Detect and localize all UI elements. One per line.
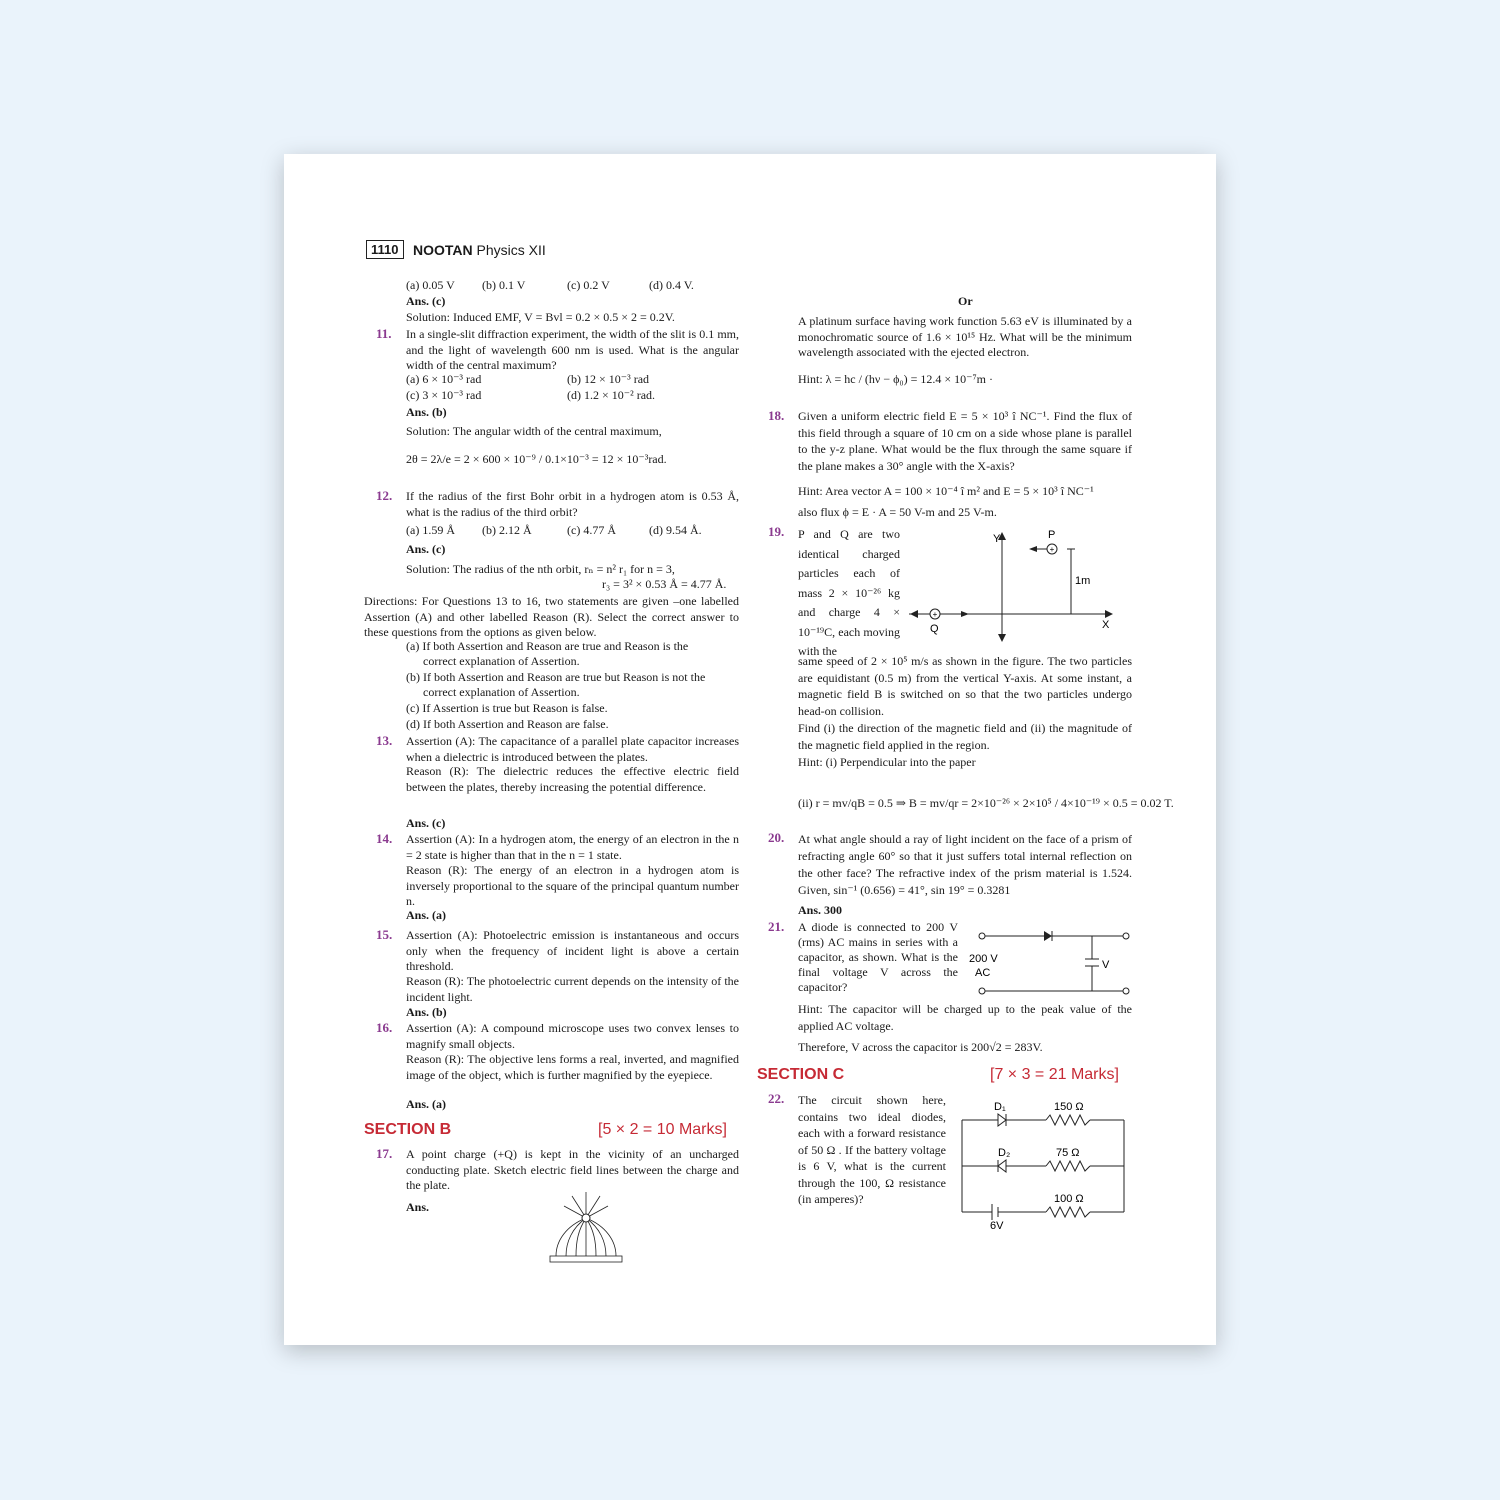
q21-diode-circuit bbox=[964, 926, 1134, 998]
q22-text: The circuit shown here, contains two ideal diodes, each with a forward resistance of 50 Ω . If the battery voltage is 6 V, what is the current through the 100, Ω resistance (in amperes)? bbox=[798, 1093, 946, 1206]
q10-option-d: (d) 0.4 V. bbox=[649, 278, 694, 292]
field-lines-figure bbox=[546, 1186, 626, 1266]
or-hint: Hint: λ = hc / (hν − ϕ₀) = 12.4 × 10⁻⁷m · bbox=[798, 372, 993, 386]
q19-number: 19. bbox=[768, 524, 785, 539]
textbook-page bbox=[284, 154, 1216, 1345]
section-b-marks: [5 × 2 = 10 Marks] bbox=[598, 1121, 727, 1138]
q10-option-a: (a) 0.05 V bbox=[406, 278, 455, 292]
directions-text: Directions: For Questions 13 to 16, two statements are given –one labelled Assertion (A) and other labelled Reason (R). Select the correct answer to these questions from the options as given below. bbox=[364, 594, 739, 639]
particle-p-label: P bbox=[1048, 529, 1056, 541]
diode-d1-label: D₁ bbox=[994, 1101, 1006, 1113]
source-voltage-label: 200 V bbox=[969, 953, 998, 965]
q10-option-b: (b) 0.1 V bbox=[482, 278, 526, 292]
q16-number: 16. bbox=[376, 1020, 393, 1035]
q11-option-c: (c) 3 × 10⁻³ rad bbox=[406, 388, 482, 402]
q12-option-b: (b) 2.12 Å bbox=[482, 523, 532, 537]
q11-text: In a single-slit diffraction experiment, the width of the slit is 0.1 mm, and the light of wavelength 600 nm is used. What is the angular width of the central maximum? bbox=[406, 327, 739, 372]
q21-hint-line2: Therefore, V across the capacitor is 200√2 = 283V. bbox=[798, 1040, 1043, 1054]
q15-assertion: Assertion (A): Photoelectric emission is instantaneous and occurs only when the frequency of incident light is above a certain threshold. bbox=[406, 928, 739, 973]
or-question-text: A platinum surface having work function 5.63 eV is illuminated by a monochromatic source of 1.6 × 10¹⁵ Hz. What will be the minimum wavelength associated with the ejected electron. bbox=[798, 314, 1132, 359]
resistor-75-label: 75 Ω bbox=[1056, 1147, 1080, 1159]
q13-reason: Reason (R): The dielectric reduces the effective electric field between the plates, thereby increasing the potential difference. bbox=[406, 764, 739, 794]
q22-number: 22. bbox=[768, 1091, 785, 1106]
capacitor-voltage-label: V bbox=[1102, 959, 1110, 971]
q17-number: 17. bbox=[376, 1146, 393, 1161]
q17-text: A point charge (+Q) is kept in the vicinity of an uncharged conducting plate. Sketch electric field lines between the charge and the plate. bbox=[406, 1147, 739, 1192]
q14-assertion: Assertion (A): In a hydrogen atom, the energy of an electron in the n = 2 state is higher than that in the n = 1 state. bbox=[406, 832, 739, 862]
q18-hint: Hint: Area vector A = 100 × 10⁻⁴ î m² and E = 5 × 10³ î NC⁻¹ bbox=[798, 484, 1094, 498]
q14-reason: Reason (R): The energy of an electron in a hydrogen atom is inversely proportional to the square of the principal quantum number n. bbox=[406, 863, 739, 908]
q19-text-part1: P and Q are two identical charged particles each of mass 2 × 10⁻²⁶ kg and charge 4 × 10⁻¹⁹C, each moving with the bbox=[798, 527, 900, 658]
q12-solution-line2: r₃ = 3² × 0.53 Å = 4.77 Å. bbox=[602, 577, 727, 591]
q11-option-b: (b) 12 × 10⁻³ rad bbox=[567, 372, 650, 386]
or-label: Or bbox=[958, 294, 973, 308]
q12-option-a: (a) 1.59 Å bbox=[406, 523, 455, 537]
resistor-100-label: 100 Ω bbox=[1054, 1193, 1084, 1205]
diode-d2-label: D₂ bbox=[998, 1147, 1011, 1159]
q11-equation: 2θ = 2λ/e = 2 × 600 × 10⁻⁹ / 0.1×10⁻³ = 12 × 10⁻³rad. bbox=[406, 452, 667, 466]
q16-reason: Reason (R): The objective lens forms a real, inverted, and magnified image of the object, which is further magnified by the eyepiece. bbox=[406, 1052, 739, 1082]
q13-assertion: Assertion (A): The capacitance of a parallel plate capacitor increases when a dielectric is introduced between the plates. bbox=[406, 734, 739, 764]
option-d: (d) If both Assertion and Reason are false. bbox=[406, 717, 609, 731]
brand-name: NOOTAN bbox=[413, 242, 473, 258]
option-b-line1: (b) If both Assertion and Reason are true but Reason is not the bbox=[406, 670, 706, 684]
q16-answer: Ans. (a) bbox=[406, 1097, 447, 1111]
q17-answer: Ans. bbox=[406, 1200, 430, 1214]
q15-number: 15. bbox=[376, 927, 393, 942]
q18-text: Given a uniform electric field E = 5 × 10³ î NC⁻¹. Find the flux of this field through a square of 10 cm on a side whose plane is parallel to the y-z plane. What would be the flux through the same square if the plane makes a 30° angle with the X-axis? bbox=[798, 409, 1132, 473]
q12-option-c: (c) 4.77 Å bbox=[567, 523, 616, 537]
page-number: 1110 bbox=[366, 240, 404, 259]
q10-option-c: (c) 0.2 V bbox=[567, 278, 610, 292]
q19-text-part2: same speed of 2 × 10⁵ m/s as shown in the figure. The two particles are equidistant (0.5 m) from the vertical Y-axis. At some instant, a magnetic field B is switched on so that the two particles undergo head-on collision. bbox=[798, 654, 1132, 718]
q15-reason: Reason (R): The photoelectric current depends on the intensity of the incident light. bbox=[406, 974, 739, 1004]
option-a-line2: correct explanation of Assertion. bbox=[423, 654, 580, 668]
q20-text: At what angle should a ray of light incident on the face of a prism of refracting angle 60° so that it just suffers total internal reflection on the other face? The refractive index of the prism material is 1.524. Given, sin⁻¹ (0.656) = 41°, sin 19° = 0.3281 bbox=[798, 832, 1132, 897]
source-ac-label: AC bbox=[975, 967, 991, 979]
resistor-150-label: 150 Ω bbox=[1054, 1101, 1084, 1113]
q12-answer: Ans. (c) bbox=[406, 542, 446, 556]
q12-option-d: (d) 9.54 Å. bbox=[649, 523, 702, 537]
q11-answer: Ans. (b) bbox=[406, 405, 447, 419]
option-c: (c) If Assertion is true but Reason is false. bbox=[406, 701, 608, 715]
q12-number: 12. bbox=[376, 488, 393, 503]
subject-name: Physics XII bbox=[476, 242, 546, 258]
q11-option-a: (a) 6 × 10⁻³ rad bbox=[406, 372, 482, 386]
q15-answer: Ans. (b) bbox=[406, 1005, 447, 1019]
q11-option-d: (d) 1.2 × 10⁻² rad. bbox=[567, 388, 656, 402]
svg-text:+: + bbox=[1049, 545, 1055, 554]
q13-answer: Ans. (c) bbox=[406, 816, 446, 830]
section-c-marks: [7 × 3 = 21 Marks] bbox=[990, 1066, 1119, 1083]
q11-solution: Solution: The angular width of the central maximum, bbox=[406, 424, 662, 438]
q10-answer: Ans. (c) bbox=[406, 294, 446, 308]
q11-number: 11. bbox=[376, 326, 392, 341]
section-c-heading: SECTION C bbox=[757, 1066, 845, 1083]
q21-text: A diode is connected to 200 V (rms) AC mains in series with a capacitor, as shown. What is the final voltage V across the capacitor? bbox=[798, 920, 958, 994]
q21-hint: Hint: The capacitor will be charged up to the peak value of the applied AC voltage. bbox=[798, 1002, 1132, 1033]
y-axis-label: Y bbox=[993, 533, 1001, 545]
battery-label: 6V bbox=[990, 1220, 1004, 1232]
q16-assertion: Assertion (A): A compound microscope uses two convex lenses to magnify small objects. bbox=[406, 1021, 739, 1051]
q22-diode-circuit bbox=[956, 1098, 1132, 1232]
q18-hint-line2: also flux ϕ = E · A = 50 V-m and 25 V-m. bbox=[798, 505, 997, 519]
section-b-heading: SECTION B bbox=[364, 1121, 452, 1138]
x-axis-label: X bbox=[1102, 619, 1110, 631]
distance-label: 1m bbox=[1075, 575, 1091, 587]
q19-hint-line2: (ii) r = mv/qB = 0.5 ⇒ B = mv/qr = 2×10⁻²⁶ × 2×10⁵ / 4×10⁻¹⁹ × 0.5 = 0.02 T. bbox=[798, 796, 1174, 810]
q19-text-part3: Find (i) the direction of the magnetic field and (ii) the magnitude of the magnetic field applied in the region. bbox=[798, 721, 1132, 752]
svg-text:+: + bbox=[932, 610, 938, 619]
q12-solution-line1: Solution: The radius of the nth orbit, rₙ = n² r₁ for n = 3, bbox=[406, 562, 675, 576]
q20-number: 20. bbox=[768, 830, 785, 845]
q13-number: 13. bbox=[376, 733, 393, 748]
particle-q-label: Q bbox=[930, 623, 939, 635]
q19-particles-figure bbox=[909, 526, 1119, 644]
running-header bbox=[413, 242, 546, 258]
option-a-line1: (a) If both Assertion and Reason are true and Reason is the bbox=[406, 639, 689, 653]
q12-text: If the radius of the first Bohr orbit in a hydrogen atom is 0.53 Å, what is the radius of the third orbit? bbox=[406, 489, 739, 519]
q18-number: 18. bbox=[768, 408, 785, 423]
q14-answer: Ans. (a) bbox=[406, 908, 447, 922]
option-b-line2: correct explanation of Assertion. bbox=[423, 685, 580, 699]
q20-answer: Ans. 300 bbox=[798, 903, 843, 917]
q19-hint: Hint: (i) Perpendicular into the paper bbox=[798, 755, 976, 769]
q14-number: 14. bbox=[376, 831, 393, 846]
q10-solution: Solution: Induced EMF, V = Bvl = 0.2 × 0.5 × 2 = 0.2V. bbox=[406, 310, 675, 324]
q21-number: 21. bbox=[768, 919, 785, 934]
